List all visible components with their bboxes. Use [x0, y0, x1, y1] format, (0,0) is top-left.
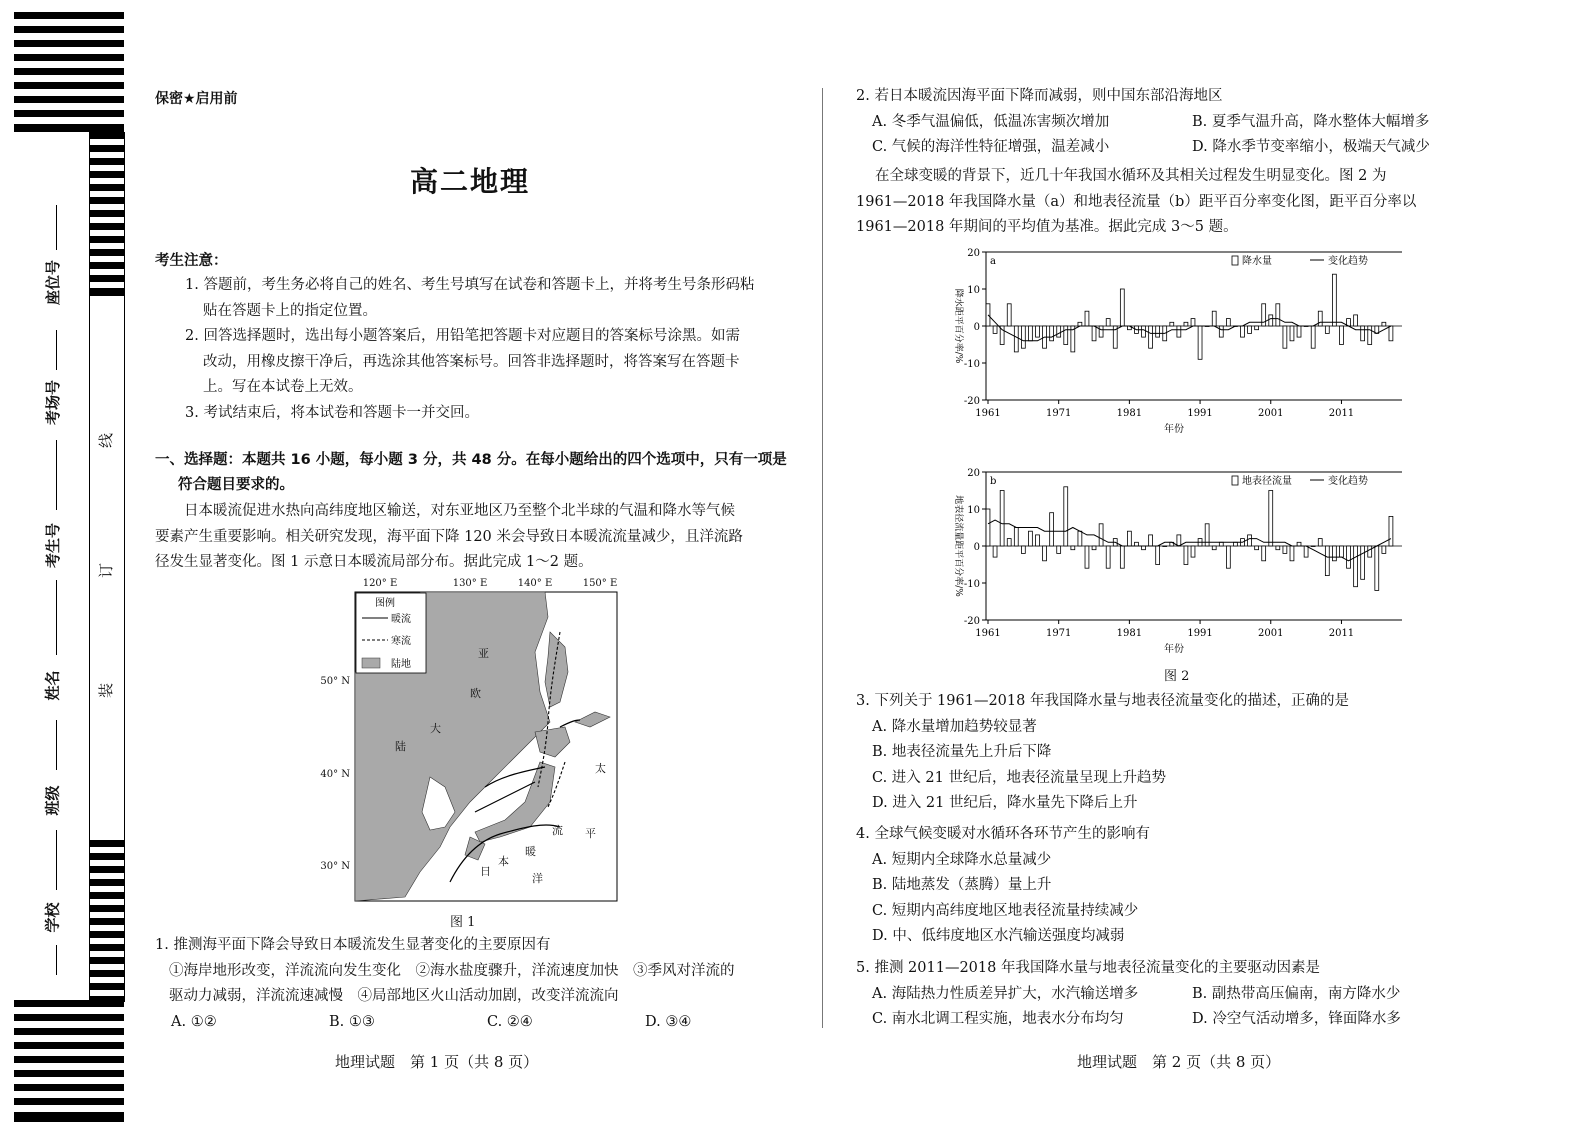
bar-2011	[1340, 546, 1344, 557]
option-a[interactable]: A. 短期内全球降水总量减少	[872, 851, 1052, 868]
option-d[interactable]: D. 冷空气活动增多，锋面降水多	[1192, 1011, 1401, 1027]
section-heading: 一、选择题：本题共 16 小题，每小题 3 分，共 48 分。在每小题给出的四个选项中，只有一项是	[155, 452, 787, 468]
bar-1994	[1219, 542, 1223, 546]
map-char: 平	[585, 827, 596, 840]
map-char: 欧	[470, 687, 481, 700]
y-tick-label: -20	[963, 616, 980, 627]
bar-2015	[1368, 546, 1372, 557]
bar-1965	[1014, 528, 1018, 547]
bar-1972	[1064, 487, 1068, 546]
question-2	[856, 84, 1516, 161]
option-b[interactable]: B. 地表径流量先上升后下降	[872, 744, 1052, 760]
x-tick-label: 2001	[1258, 628, 1284, 639]
bar-2018	[1389, 516, 1393, 546]
y-axis-label: 地表径流量距平百分率/%	[953, 495, 963, 597]
bar-1983	[1142, 326, 1146, 337]
bar-1962	[993, 546, 997, 557]
bar-2008	[1318, 539, 1322, 546]
question-3	[856, 689, 1516, 817]
y-tick-label: 10	[967, 285, 980, 296]
bar-1970	[1050, 513, 1054, 546]
notice-heading: 考生注意：	[155, 253, 228, 269]
bar-1993	[1212, 311, 1216, 326]
japan-current-map	[310, 572, 640, 912]
page-footer-1: 地理试题 第 1 页（共 8 页）	[335, 1053, 539, 1071]
bar-1989	[1184, 322, 1188, 326]
bar-2013	[1354, 315, 1358, 326]
lat-label: 40° N	[320, 769, 350, 780]
bar-2016	[1375, 546, 1379, 590]
bar-1974	[1078, 531, 1082, 546]
bar-1966	[1021, 546, 1025, 553]
bar-1975	[1085, 311, 1089, 326]
bar-1991	[1198, 326, 1202, 359]
cut-mark-line: 线	[97, 432, 116, 449]
school-label: 学校	[43, 902, 62, 933]
question-5-stem: 5. 推测 2011—2018 年我国降水量与地表径流量变化的主要驱动因素是	[856, 960, 1320, 976]
confidential-mark: 保密★启用前	[155, 91, 238, 107]
x-tick-label: 1961	[975, 408, 1001, 419]
x-axis-label: 年份	[1164, 644, 1184, 655]
bar-1983	[1142, 546, 1146, 550]
bar-2007	[1311, 326, 1315, 348]
x-tick-label: 1961	[975, 628, 1001, 639]
lon-label: 150° E	[582, 578, 618, 589]
page-divider	[822, 88, 823, 1028]
bar-1977	[1099, 326, 1103, 337]
chart-panel-b	[953, 468, 1402, 655]
bar-1969	[1043, 546, 1047, 561]
question-4-stem: 4. 全球气候变暖对水循环各环节产生的影响有	[856, 826, 1150, 842]
material-2-line: 在全球变暖的背景下，近几十年我国水循环及其相关过程发生明显变化。图 2 为	[875, 168, 1387, 184]
bar-1984	[1149, 326, 1153, 348]
bar-1964	[1007, 539, 1011, 546]
x-tick-label: 1981	[1116, 408, 1143, 419]
legend-title: 图例	[375, 598, 395, 609]
bar-1968	[1036, 535, 1040, 546]
bar-2013	[1354, 546, 1358, 587]
bar-1976	[1092, 326, 1096, 341]
legend-cold-current: 寒流	[391, 636, 411, 647]
bar-1967	[1028, 531, 1032, 546]
question-1-line: 驱动力减弱，洋流流速减慢 ④局部地区火山活动加剧，改变洋流流向	[169, 988, 619, 1004]
material-1	[155, 499, 805, 576]
map-char: 日	[480, 865, 491, 878]
bar-1996	[1233, 542, 1237, 546]
bar-1982	[1135, 542, 1139, 546]
bar-1970	[1050, 326, 1054, 341]
cut-mark-bind: 订	[97, 562, 116, 579]
figure-1-caption: 图 1	[450, 915, 476, 930]
option-b[interactable]: B. ①③	[329, 1013, 375, 1030]
material-2-line: 1961—2018 年期间的平均值为基准。据此完成 3～5 题。	[856, 219, 1238, 235]
option-b[interactable]: B. 副热带高压偏南，南方降水少	[1192, 985, 1401, 1002]
material-2	[856, 164, 1496, 241]
notice-item-2-line-2: 改动，用橡皮擦干净后，再选涂其他答案标号。回答非选择题时，将答案写在答题卡	[203, 353, 740, 370]
bar-1977	[1099, 524, 1103, 546]
bar-2002	[1276, 546, 1280, 550]
bar-1971	[1057, 546, 1061, 553]
bar-1978	[1106, 546, 1110, 568]
option-a[interactable]: A. 冬季气温偏低，低温冻害频次增加	[872, 113, 1110, 130]
option-d[interactable]: D. ③④	[645, 1013, 692, 1030]
x-tick-label: 2011	[1328, 628, 1355, 639]
option-c[interactable]: C. 进入 21 世纪后，地表径流量呈现上升趋势	[872, 769, 1166, 786]
bar-1961	[986, 304, 990, 326]
y-tick-label: 0	[973, 322, 980, 333]
bar-1964	[1007, 304, 1011, 326]
map-char: 洋	[532, 872, 543, 885]
bar-2015	[1368, 326, 1372, 345]
bar-2014	[1361, 546, 1365, 579]
seat-number-label: 座位号	[44, 259, 63, 306]
notice-item-2-line-1: 2. 回答选择题时，选出每小题答案后，用铅笔把答题卡对应题目的答案标号涂黑。如需	[185, 328, 740, 344]
bar-2002	[1276, 304, 1280, 326]
question-5	[856, 956, 1536, 1033]
question-4	[856, 822, 1516, 950]
bar-1990	[1191, 546, 1195, 557]
legend-trend-label: 变化趋势	[1328, 476, 1368, 487]
x-tick-label: 1991	[1187, 628, 1213, 639]
legend-bar-swatch	[1232, 476, 1238, 485]
bar-1978	[1106, 319, 1110, 326]
bar-1984	[1149, 535, 1153, 546]
lat-label: 30° N	[320, 861, 350, 872]
bar-1997	[1241, 326, 1245, 337]
notice-item-1-line-1: 1. 答题前，考生务必将自己的姓名、考生号填写在试卷和答题卡上，并将考生号条形码粘	[185, 277, 755, 293]
y-tick-label: -10	[963, 359, 980, 370]
lon-label: 120° E	[362, 578, 398, 589]
bar-1980	[1120, 546, 1124, 568]
bar-2010	[1332, 546, 1336, 561]
figure-2-caption: 图 2	[1164, 669, 1190, 684]
option-a[interactable]: A. 海陆热力性质差异扩大，水汽输送增多	[872, 985, 1139, 1002]
bar-1999	[1255, 326, 1259, 330]
bar-1974	[1078, 322, 1082, 326]
bar-1965	[1014, 326, 1018, 352]
y-axis-label: 降水距平百分率/%	[953, 288, 963, 364]
bar-1998	[1248, 326, 1252, 333]
option-d[interactable]: D. 降水季节变率缩小，极端天气减少	[1192, 139, 1430, 155]
bar-2001	[1269, 315, 1273, 326]
x-tick-label: 2011	[1328, 408, 1355, 419]
name-label: 姓名	[43, 670, 62, 701]
x-tick-label: 1971	[1045, 408, 1072, 419]
x-axis-label: 年份	[1164, 424, 1184, 435]
x-tick-label: 1991	[1187, 408, 1213, 419]
bar-2018	[1389, 326, 1393, 341]
legend-bar-label: 降水量	[1242, 256, 1272, 267]
option-c[interactable]: C. 气候的海洋性特征增强，温差减小	[872, 139, 1110, 155]
question-1	[155, 933, 815, 1035]
bar-1993	[1212, 546, 1216, 550]
option-a[interactable]: A. 降水量增加趋势较显著	[872, 718, 1037, 735]
bar-2011	[1340, 326, 1344, 345]
bar-2009	[1325, 546, 1329, 576]
bar-1994	[1219, 326, 1223, 337]
lon-label: 130° E	[452, 578, 488, 589]
x-tick-label: 2001	[1258, 408, 1284, 419]
bar-1995	[1226, 319, 1230, 326]
bar-1985	[1156, 546, 1160, 565]
legend-bar-swatch	[1232, 256, 1238, 265]
page-title: 高二地理	[409, 165, 530, 198]
legend-trend-label: 变化趋势	[1328, 256, 1368, 267]
candidate-number-label: 考生号	[44, 522, 63, 569]
bar-2004	[1290, 546, 1294, 561]
trend-line	[988, 520, 1391, 561]
bar-1973	[1071, 546, 1075, 550]
page-footer-2: 地理试题 第 2 页（共 8 页）	[1077, 1053, 1281, 1071]
map-char: 本	[498, 855, 509, 868]
map-char: 暖	[525, 845, 536, 858]
y-tick-label: 20	[967, 248, 980, 259]
option-a[interactable]: A. ①②	[171, 1013, 217, 1030]
bar-1986	[1163, 546, 1167, 547]
bar-1967	[1028, 326, 1032, 341]
material-2-line: 1961—2018 年我国降水量（a）和地表径流量（b）距平百分率变化图，距平百分率以	[856, 193, 1417, 210]
map-char: 流	[552, 824, 563, 837]
class-label: 班级	[43, 785, 62, 816]
question-1-stem: 1. 推测海平面下降会导致日本暖流发生显著变化的主要原因有	[155, 937, 551, 953]
bar-2017	[1382, 322, 1386, 326]
bar-1961	[986, 509, 990, 546]
option-c[interactable]: C. 南水北调工程实施，地表水分布均匀	[872, 1011, 1124, 1027]
bar-1976	[1092, 546, 1096, 550]
bar-2009	[1325, 326, 1329, 333]
bar-1987	[1170, 322, 1174, 326]
chart-panel-a	[953, 248, 1402, 435]
option-b[interactable]: B. 夏季气温升高，降水整体大幅增多	[1192, 113, 1430, 130]
question-1-line: ①海岸地形改变，洋流流向发生变化 ②海水盐度骤升，洋流速度加快 ③季风对洋流的	[169, 962, 735, 979]
panel-letter: a	[990, 256, 996, 267]
material-1-line: 日本暖流促进水热向高纬度地区输送，对东亚地区乃至整个北半球的气温和降水等气候	[184, 503, 735, 519]
legend-warm-current: 暖流	[391, 614, 411, 625]
bar-2003	[1283, 326, 1287, 348]
bar-1962	[993, 326, 997, 333]
bar-1981	[1127, 531, 1131, 546]
y-tick-label: -20	[963, 396, 980, 407]
bar-1988	[1177, 326, 1181, 337]
figure-2-charts	[938, 240, 1418, 660]
bar-2007	[1311, 546, 1315, 547]
question-1-options	[155, 1010, 815, 1036]
lat-label: 50° N	[320, 676, 350, 687]
panel-letter: b	[990, 476, 997, 487]
notice-item-3: 3. 考试结束后，将本试卷和答题卡一并交回。	[185, 404, 479, 421]
bar-1966	[1021, 326, 1025, 348]
bar-1963	[1000, 491, 1004, 547]
bar-1990	[1191, 319, 1195, 326]
bar-1968	[1036, 326, 1040, 337]
bar-2005	[1297, 326, 1301, 337]
y-tick-label: 0	[973, 542, 980, 553]
notice-list	[185, 273, 805, 426]
x-tick-label: 1971	[1045, 628, 1072, 639]
map-char: 亚	[478, 647, 489, 660]
map-char: 陆	[395, 740, 406, 753]
section-heading-cont: 符合题目要求的。	[178, 477, 294, 493]
cut-mark-install: 装	[97, 682, 116, 699]
y-tick-label: 10	[967, 505, 980, 516]
bar-2004	[1290, 326, 1294, 341]
bar-2005	[1297, 542, 1301, 546]
bar-2012	[1347, 546, 1351, 568]
bar-1998	[1248, 535, 1252, 546]
option-d[interactable]: D. 进入 21 世纪后，降水量先下降后上升	[872, 795, 1138, 811]
legend-bar-label: 地表径流量	[1242, 476, 1292, 487]
option-c[interactable]: C. ②④	[487, 1013, 533, 1030]
bar-2008	[1318, 311, 1322, 326]
option-b[interactable]: B. 陆地蒸发（蒸腾）量上升	[872, 877, 1052, 893]
bar-1972	[1064, 326, 1068, 345]
y-tick-label: 20	[967, 468, 980, 479]
question-2-stem: 2. 若日本暖流因海平面下降而减弱，则中国东部沿海地区	[856, 88, 1223, 104]
bar-2001	[1269, 491, 1273, 547]
bar-1995	[1226, 546, 1230, 568]
exam-room-label: 考场号	[44, 379, 63, 426]
bar-1971	[1057, 326, 1061, 337]
option-d[interactable]: D. 中、低纬度地区水汽输送强度均减弱	[872, 928, 1125, 944]
bar-2014	[1361, 326, 1365, 341]
bar-1985	[1156, 326, 1160, 337]
map-char: 大	[430, 722, 441, 735]
material-1-line: 要素产生重要影响。相关研究发现，海平面下降 120 米会导致日本暖流流量减少，且洋流路	[155, 528, 743, 545]
bar-2017	[1382, 546, 1386, 553]
map-char: 太	[595, 762, 606, 775]
trend-line	[988, 315, 1391, 341]
bar-1980	[1120, 289, 1124, 326]
bar-2010	[1332, 274, 1336, 326]
bar-1975	[1085, 546, 1089, 568]
notice-item-1-line-2: 贴在答题卡上的指定位置。	[203, 302, 377, 319]
bar-2006	[1304, 546, 1308, 557]
option-c[interactable]: C. 短期内高纬度地区地表径流量持续减少	[872, 902, 1139, 919]
legend-land: 陆地	[391, 659, 411, 670]
bar-2000	[1262, 546, 1266, 561]
y-tick-label: -10	[963, 579, 980, 590]
bar-1988	[1177, 535, 1181, 546]
question-3-stem: 3. 下列关于 1961—2018 年我国降水量与地表径流量变化的描述，正确的是	[856, 693, 1349, 709]
notice-item-2-line-3: 上。写在本试卷上无效。	[203, 379, 363, 395]
material-1-line: 径发生显著变化。图 1 示意日本暖流局部分布。据此完成 1～2 题。	[155, 554, 593, 570]
bar-1989	[1184, 546, 1188, 565]
bar-2003	[1283, 546, 1287, 553]
bar-1999	[1255, 546, 1259, 550]
lon-label: 140° E	[517, 578, 553, 589]
x-tick-label: 1981	[1116, 628, 1143, 639]
